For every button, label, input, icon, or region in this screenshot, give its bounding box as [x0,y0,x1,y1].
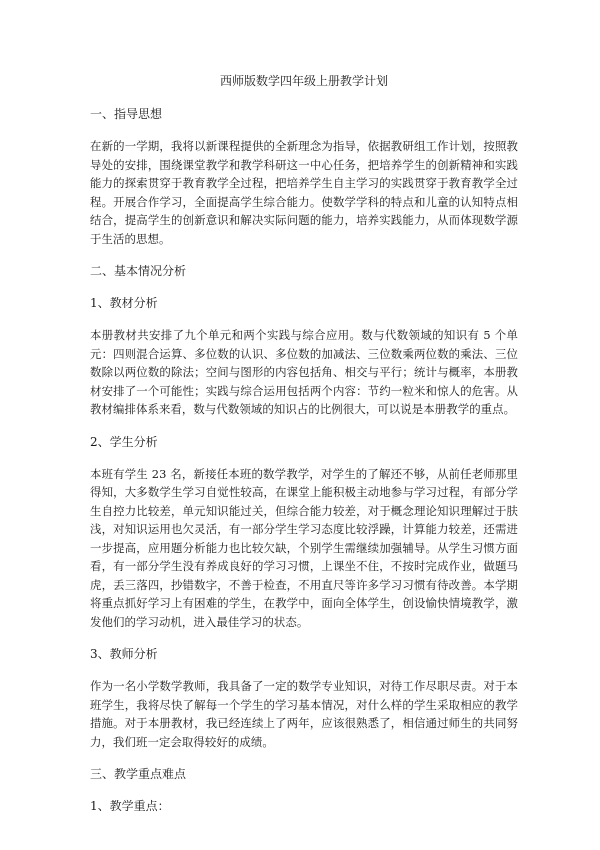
subheading-teaching-focus: 1、教学重点： [90,799,170,813]
section-heading-situation-analysis: 二、基本情况分析 [90,264,187,278]
paragraph-textbook-analysis: 本册教材共安排了九个单元和两个实践与综合应用。数与代数领域的知识有 5 个单元：四则混合运算、多位数的认识、多位数的加减法、三位数乘两位数的乘法、三位数除以两位数的除法；空间与图形的内容包括角、相交与平行；统计与概率，本册教材安排了一个可能性；实践与综合运用包括两个内容：节约一粒米和惊人的危害。从教材编排体系来看，数与代数领域的知识占的比例很大，可以说是本册教学的重点。 [90,328,518,416]
document-page [90,72,518,829]
paragraph-student-analysis: 本班有学生 23 名，新接任本班的数学教学，对学生的了解还不够，从前任老师那里得知，大多数学生学习自觉性较高，在课堂上能积极主动地参与学习过程，有部分学生自控力比较差，单元知识能过关，但综合能力较差，对于概念理论知识理解过于肤浅，对知识运用也欠灵活，有一部分学生学习态度比较浮躁，计算能力较差，还需进一步提高，应用题分析能力也比较欠缺，个别学生需继续加强辅导。从学生习惯方面看，有一部分学生没有养成良好的学习习惯，上课坐不住，不按时完成作业，做题马虎，丢三落四，抄错数字，不善于检查，不用直尺等许多学习习惯有待改善。本学期将重点抓好学习上有困难的学生，在教学中，面向全体学生，创设愉快情境教学，激发他们的学习动机，进入最佳学习的状态。 [90,466,518,629]
subheading-teacher-analysis: 3、教师分析 [90,647,158,661]
section-heading-guiding-ideology: 一、指导思想 [90,107,163,121]
subheading-textbook-analysis: 1、教材分析 [90,296,158,310]
section-heading-key-difficulties: 三、教学重点难点 [90,767,187,781]
subheading-student-analysis: 2、学生分析 [90,434,158,449]
paragraph-guiding-ideology: 在新的一学期，我将以新课程提供的全新理念为指导，依据教研组工作计划，按照教导处的安排，围绕课堂教学和教学科研这一中心任务，把培养学生的创新精神和实践能力的探索贯穿于教育教学全过程，把培养学生自主学习的实践贯穿于教育教学全过程。开展合作学习，全面提高学生综合能力。使数学学科的特点和儿童的认知特点相结合，提高学生的创新意识和解决实际问题的能力，培养实践能力，从而体现数学源于生活的思想。 [90,139,518,246]
document-title: 西师版数学四年级上册教学计划 [219,74,388,88]
paragraph-teacher-analysis: 作为一名小学数学教师，我具备了一定的数学专业知识，对待工作尽职尽责。对于本班学生，我将尽快了解每一个学生的学习基本情况，对什么样的学生采取相应的教学措施。对于本册教材，我已经连续上了两年，应该很熟悉了，相信通过师生的共同努力，我们班一定会取得较好的成绩。 [90,679,518,749]
